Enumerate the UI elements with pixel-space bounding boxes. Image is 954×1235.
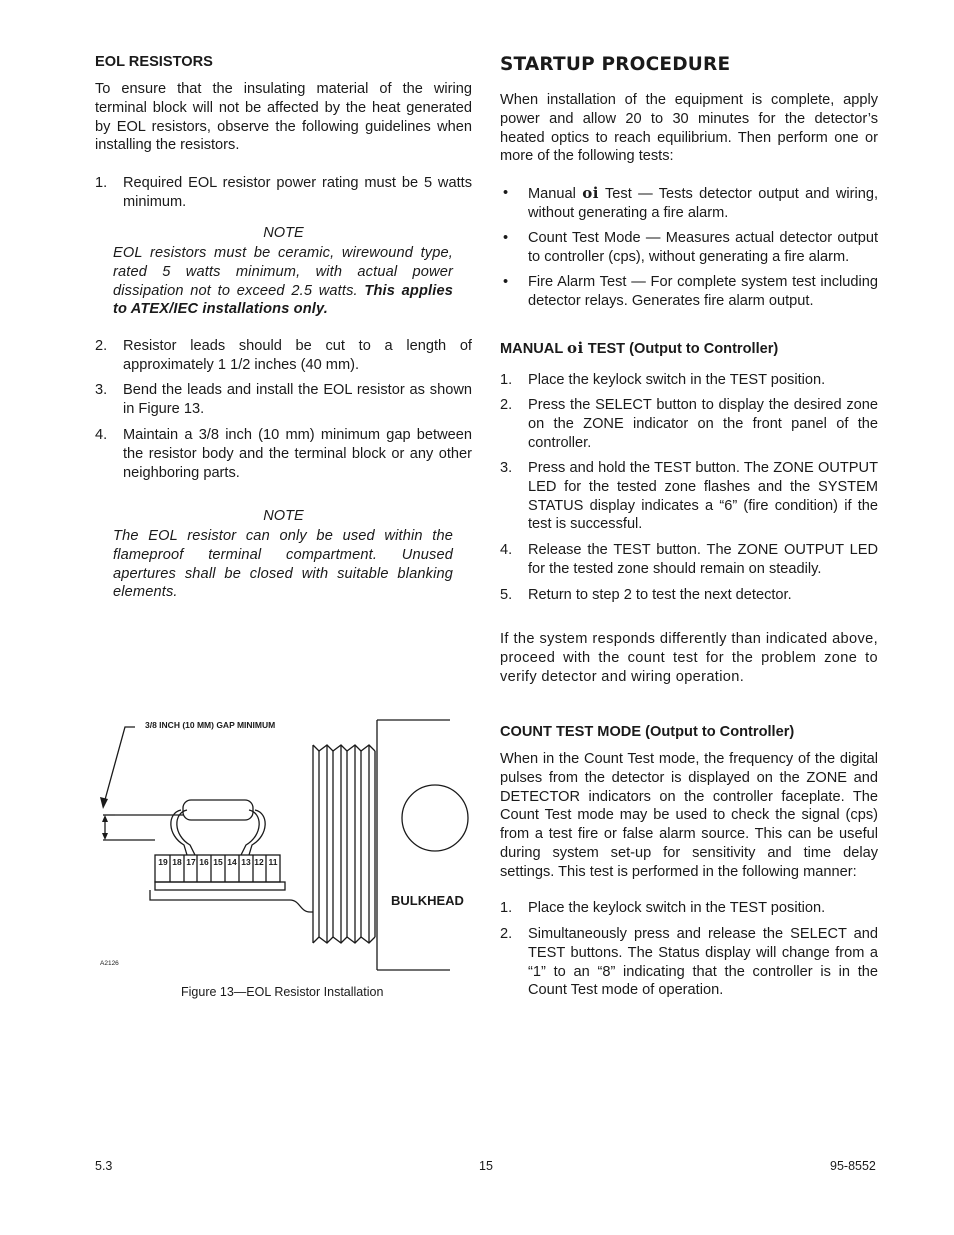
page-number: 15 [479, 1159, 493, 1173]
gap-label: 3/8 INCH (10 MM) GAP MINIMUM [145, 720, 276, 730]
note-heading: NOTE [263, 225, 304, 241]
startup-intro: When installation of the equipment is complete, apply power and allow 20 to 30 minutes for the detector’s heated optics to reach equilibrium. Then perform one or more of the following tests: [500, 92, 878, 165]
startup-heading: STARTUP PROCEDURE [500, 54, 731, 75]
oi-symbol: oi [567, 339, 584, 357]
manual-test-heading: MANUAL oi TEST (Output to Controller) [500, 339, 779, 357]
terminal-label: 16 [199, 857, 209, 867]
note-body: EOL resistors must be ceramic, wirewound type, rated 5 watts minimum, with actual power dissipation not to exceed 2.5 watts. This applies to ATEX/IEC installations only. [113, 245, 453, 318]
eol-heading: EOL RESISTORS [95, 54, 213, 70]
manual-test-followup: If the system responds differently than indicated above, proceed with the count test for the problem zone to verify detector and wiring operation. [500, 631, 878, 685]
eol-resistor-figure [95, 715, 475, 980]
figure-code: A2126 [100, 960, 119, 967]
terminal-label: 19 [158, 857, 168, 867]
terminal-label: 18 [172, 857, 182, 867]
bulkhead-label: BULKHEAD [391, 893, 464, 908]
oi-symbol: oi [582, 184, 599, 202]
count-test-intro: When in the Count Test mode, the frequency of the digital pulses from the detector is displayed on the ZONE and DETECTOR indicators on the controller faceplate. The Count Test mode may be used to check the signal (cps) from a test fire or false alarm source. This can be useful during system set-up for sensitivity and time delay settings. This test is performed in the following manner: [500, 751, 878, 880]
footer-revision: 5.3 [95, 1159, 113, 1173]
note-heading: NOTE [263, 508, 304, 524]
eol-intro: To ensure that the insulating material of the wiring terminal block will not be affected by the heat generated by EOL resistors, observe the following guidelines when installing the resistors. [95, 81, 472, 154]
terminal-label: 13 [241, 857, 251, 867]
document-number: 95-8552 [830, 1159, 876, 1173]
count-test-heading: COUNT TEST MODE (Output to Controller) [500, 724, 795, 740]
note-body: The EOL resistor can only be used within the flameproof terminal compartment. Unused apertures shall be closed with suitable blanking elements. [113, 528, 453, 601]
figure-caption: Figure 13—EOL Resistor Installation [181, 985, 384, 999]
terminal-label: 14 [227, 857, 237, 867]
terminal-label: 11 [268, 857, 278, 867]
terminal-label: 12 [254, 857, 264, 867]
terminal-label: 15 [213, 857, 223, 867]
terminal-label: 17 [186, 857, 196, 867]
